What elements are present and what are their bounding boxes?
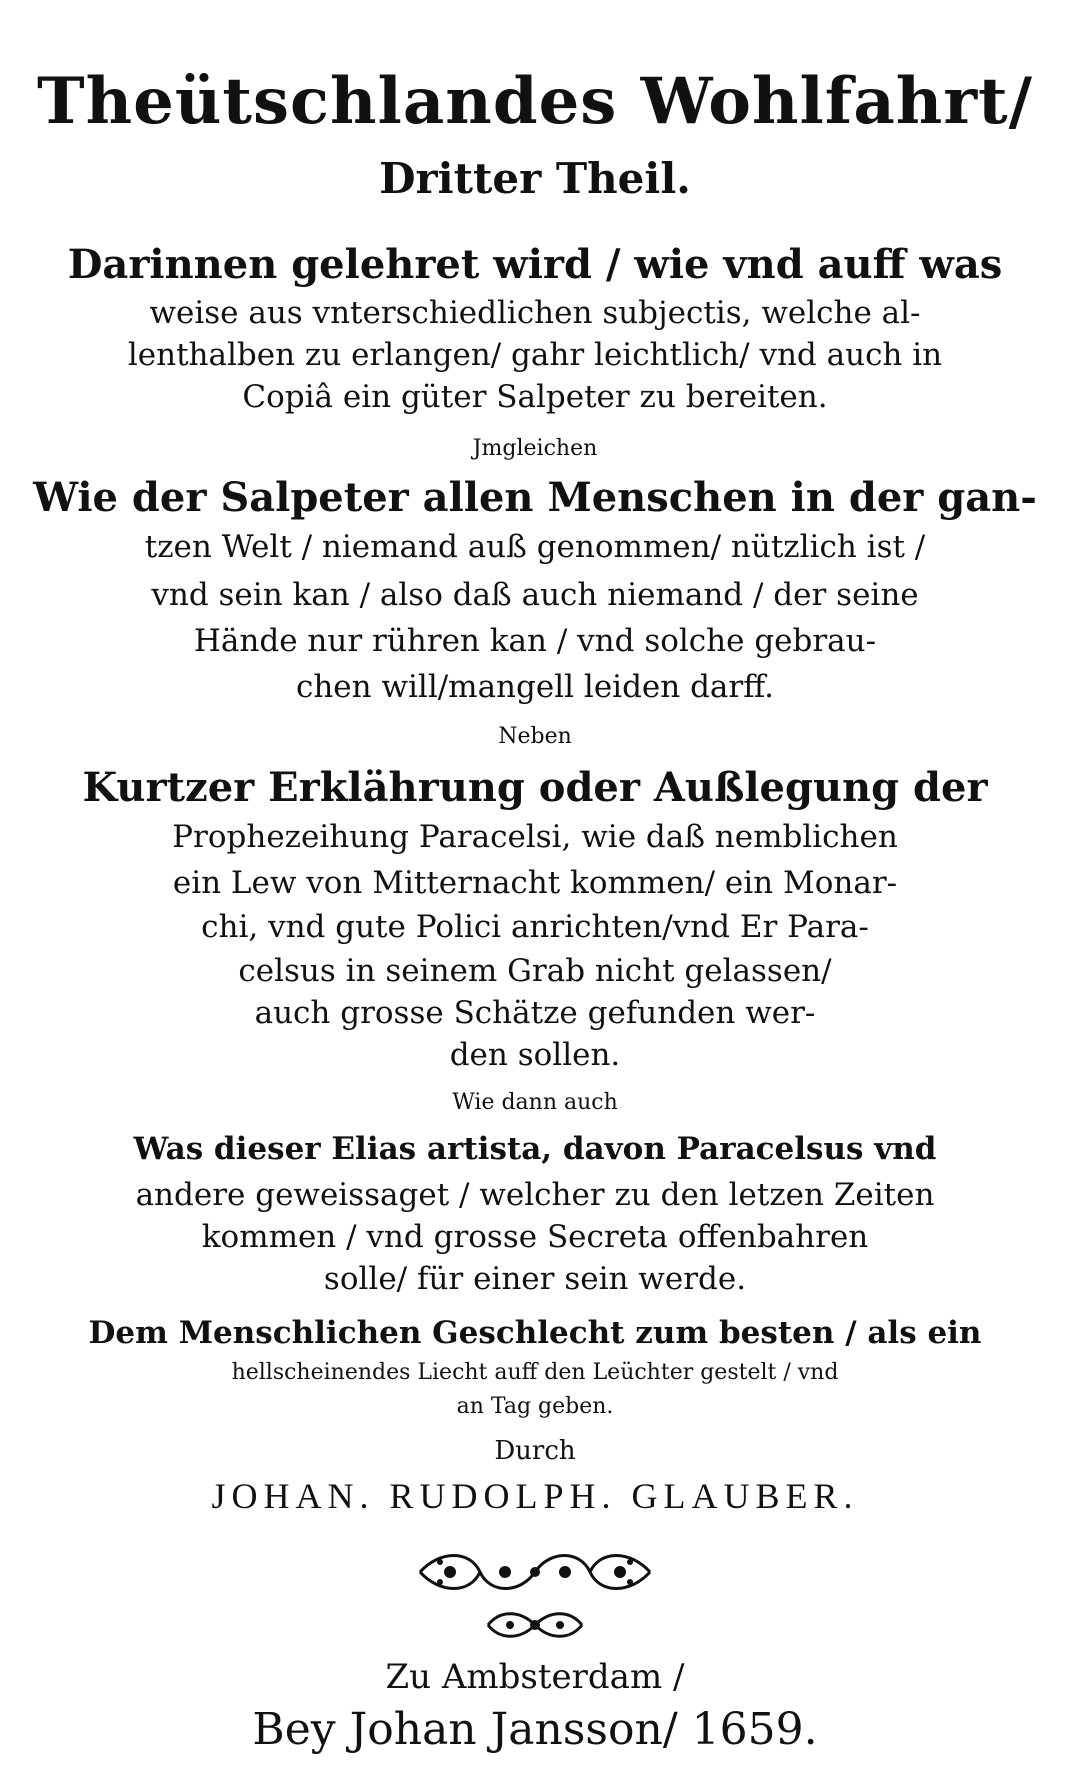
description-line-2: weise aus vnterschiedlichen subjectis, welche al- <box>149 295 921 331</box>
salpeter-line-1: Wie der Salpeter allen Menschen in der gan- <box>33 474 1037 521</box>
author-by: Durch <box>494 1436 576 1466</box>
prophecy-line-5: celsus in seinem Grab nicht gelassen/ <box>238 953 832 989</box>
description-line-1: Darinnen gelehret wird / wie vnd auff was <box>67 241 1003 288</box>
prophecy-line-4: chi, vnd gute Polici anrichten/vnd Er Para- <box>201 909 869 945</box>
elias-line-2: andere geweissaget / welcher zu den letzen Zeiten <box>135 1177 935 1213</box>
prophecy-line-3: ein Lew von Mitternacht kommen/ ein Monar- <box>172 865 898 901</box>
book-title: Theütschlandes Wohlfahrt/ <box>37 64 1033 139</box>
elias-line-3: kommen / vnd grosse Secreta offenbahren <box>201 1219 869 1255</box>
salpeter-line-3: vnd sein kan / also daß auch niemand / der seine <box>151 577 919 613</box>
dedication-line-2: hellscheinendes Liecht auff den Leüchter gestelt / vnd <box>231 1360 839 1385</box>
elias-line-4: solle/ für einer sein werde. <box>323 1261 747 1297</box>
author-name: JOHAN. RUDOLPH. GLAUBER. <box>211 1476 859 1516</box>
section-heading-wie-dann-auch: Wie dann auch <box>452 1090 618 1115</box>
prophecy-line-7: den sollen. <box>449 1037 621 1073</box>
book-part: Dritter Theil. <box>379 154 691 203</box>
salpeter-line-4: Hände nur rühren kan / vnd solche gebrau- <box>193 623 877 659</box>
prophecy-line-6: auch grosse Schätze gefunden wer- <box>254 995 816 1031</box>
dedication-line-1: Dem Menschlichen Geschlecht zum besten / als ein <box>88 1315 982 1351</box>
description-line-3: lenthalben zu erlangen/ gahr leichtlich/ vnd auch in <box>127 337 943 373</box>
section-heading-jmgleichen: Jmgleichen <box>472 436 598 461</box>
imprint-place: Zu Ambsterdam / <box>385 1657 685 1697</box>
elias-line-1: Was dieser Elias artista, davon Paracelsus vnd <box>133 1131 937 1167</box>
section-heading-neben: Neben <box>498 724 572 749</box>
salpeter-line-2: tzen Welt / niemand auß genommen/ nützlich ist / <box>144 529 926 565</box>
prophecy-line-1: Kurtzer Erklährung oder Außlegung der <box>82 764 988 811</box>
salpeter-line-5: chen will/mangell leiden darff. <box>295 669 775 705</box>
imprint-printer: Bey Johan Jansson/ 1659. <box>252 1704 818 1755</box>
description-line-4: Copiâ ein güter Salpeter zu bereiten. <box>242 379 828 415</box>
small-floral-ornament-icon <box>0 1608 1070 1642</box>
floral-ornament-icon <box>0 1548 1070 1596</box>
dedication-line-3: an Tag geben. <box>456 1394 614 1419</box>
prophecy-line-2: Prophezeihung Paracelsi, wie daß nemblichen <box>172 819 898 855</box>
